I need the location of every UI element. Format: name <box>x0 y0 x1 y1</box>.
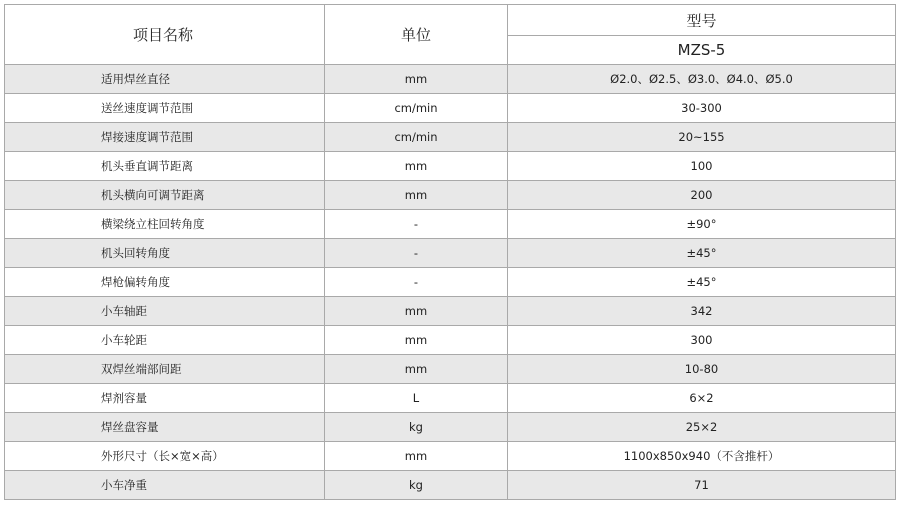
header-unit: 单位 <box>325 5 508 65</box>
row-unit-cell: mm <box>325 297 508 326</box>
table-row <box>5 384 896 413</box>
row-name-cell: 焊接速度调节范围 <box>5 123 325 152</box>
row-unit-cell: - <box>325 268 508 297</box>
row-name-cell: 适用焊丝直径 <box>5 65 325 94</box>
row-value-cell: ±90° <box>508 210 896 239</box>
spec-table <box>4 4 896 500</box>
row-unit-cell: - <box>325 210 508 239</box>
row-value-cell: 200 <box>508 181 896 210</box>
table-row <box>5 181 896 210</box>
row-unit-cell: mm <box>325 152 508 181</box>
row-value-cell: 100 <box>508 152 896 181</box>
row-unit-cell: kg <box>325 413 508 442</box>
row-value-cell: 342 <box>508 297 896 326</box>
row-unit-cell: L <box>325 384 508 413</box>
table-row <box>5 152 896 181</box>
row-name-cell: 双焊丝端部间距 <box>5 355 325 384</box>
table-row <box>5 239 896 268</box>
row-name-cell: 小车净重 <box>5 471 325 500</box>
row-name-cell: 焊枪偏转角度 <box>5 268 325 297</box>
row-unit-cell: mm <box>325 181 508 210</box>
row-name-cell: 外形尺寸（长×宽×高） <box>5 442 325 471</box>
row-unit-cell: mm <box>325 442 508 471</box>
row-value-cell: ±45° <box>508 239 896 268</box>
row-value-cell: 25×2 <box>508 413 896 442</box>
row-unit-cell: - <box>325 239 508 268</box>
row-value-cell: 20~155 <box>508 123 896 152</box>
row-value-cell: 71 <box>508 471 896 500</box>
table-row <box>5 297 896 326</box>
row-value-cell: Ø2.0、Ø2.5、Ø3.0、Ø4.0、Ø5.0 <box>508 65 896 94</box>
header-model-value: MZS-5 <box>508 36 896 65</box>
table-row <box>5 413 896 442</box>
header-item-name: 项目名称 <box>5 5 325 65</box>
table-row <box>5 268 896 297</box>
table-row <box>5 326 896 355</box>
row-name-cell: 横梁绕立柱回转角度 <box>5 210 325 239</box>
spec-table-body <box>5 65 896 500</box>
row-name-cell: 机头横向可调节距离 <box>5 181 325 210</box>
row-name-cell: 焊剂容量 <box>5 384 325 413</box>
table-row <box>5 442 896 471</box>
row-value-cell: 300 <box>508 326 896 355</box>
table-header-row <box>5 5 896 36</box>
row-unit-cell: kg <box>325 471 508 500</box>
table-row <box>5 94 896 123</box>
row-unit-cell: mm <box>325 326 508 355</box>
row-value-cell: 6×2 <box>508 384 896 413</box>
row-name-cell: 机头回转角度 <box>5 239 325 268</box>
row-name-cell: 小车轴距 <box>5 297 325 326</box>
row-value-cell: ±45° <box>508 268 896 297</box>
table-row <box>5 210 896 239</box>
table-row <box>5 123 896 152</box>
header-model-label: 型号 <box>508 5 896 36</box>
row-unit-cell: mm <box>325 65 508 94</box>
row-unit-cell: cm/min <box>325 94 508 123</box>
row-unit-cell: mm <box>325 355 508 384</box>
row-value-cell: 30-300 <box>508 94 896 123</box>
row-name-cell: 焊丝盘容量 <box>5 413 325 442</box>
row-name-cell: 小车轮距 <box>5 326 325 355</box>
table-row <box>5 355 896 384</box>
row-unit-cell: cm/min <box>325 123 508 152</box>
row-name-cell: 机头垂直调节距离 <box>5 152 325 181</box>
table-row <box>5 65 896 94</box>
row-value-cell: 1100x850x940（不含推杆） <box>508 442 896 471</box>
row-value-cell: 10-80 <box>508 355 896 384</box>
table-row <box>5 471 896 500</box>
row-name-cell: 送丝速度调节范围 <box>5 94 325 123</box>
